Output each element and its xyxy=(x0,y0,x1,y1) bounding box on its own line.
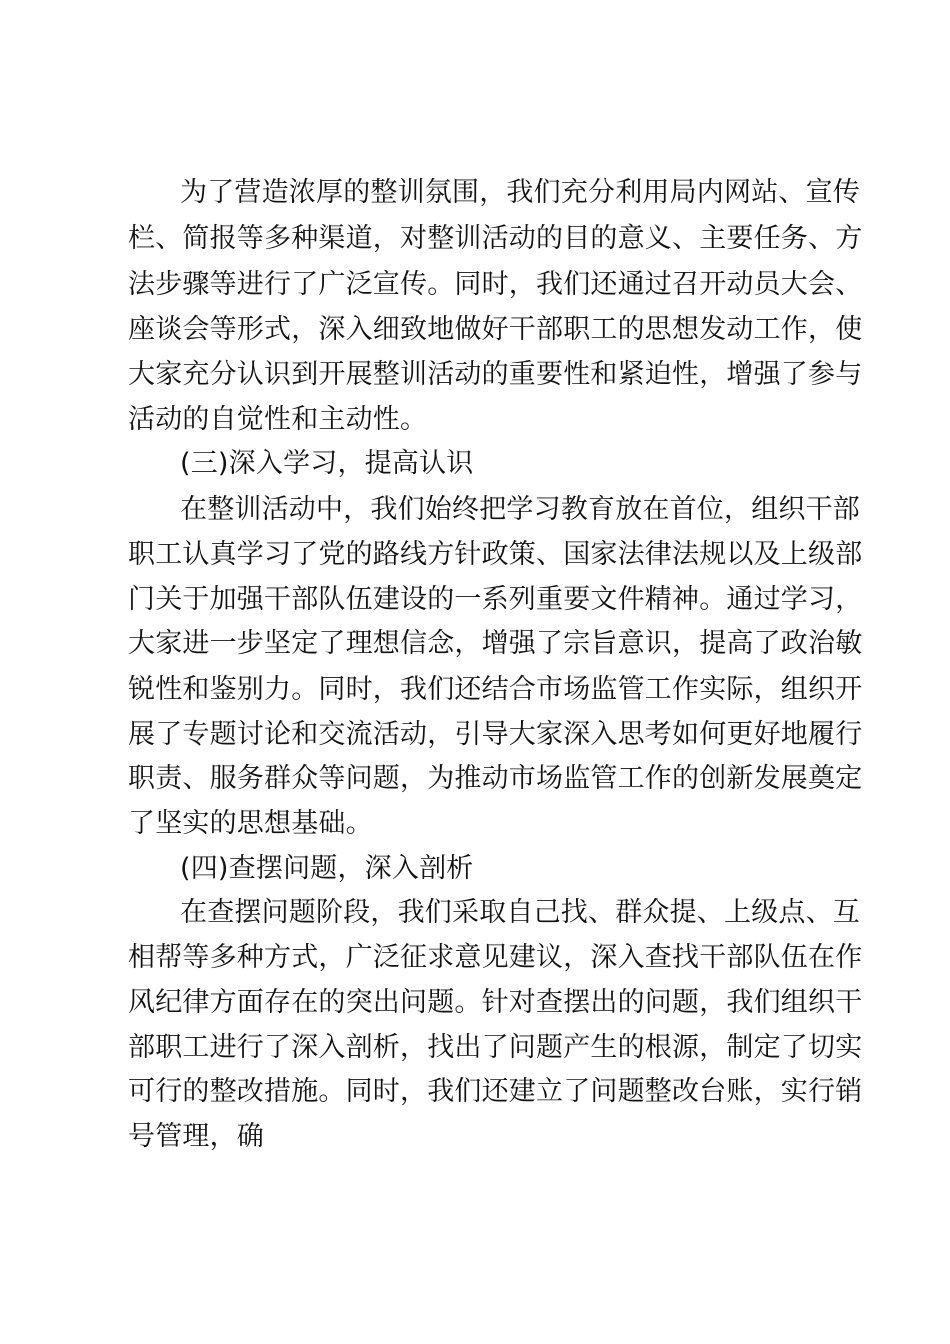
section-heading-4: (四)查摆问题，深入剖析 xyxy=(180,853,474,884)
paragraph-2-line-4: 大家进一步坚定了理想信念，增强了宗旨意识，提高了政治敏 xyxy=(128,628,863,659)
paragraph-2-line-8: 了坚实的思想基础。 xyxy=(128,808,373,839)
paragraph-3-line-5: 可行的整改措施。同时，我们还建立了问题整改台账，实行销 xyxy=(128,1076,863,1107)
paragraph-2-line-2: 职工认真学习了党的路线方针政策、国家法律法规以及上级部 xyxy=(128,539,863,570)
paragraph-2-line-5: 锐性和鉴别力。同时，我们还结合市场监管工作实际，组织开 xyxy=(128,674,863,705)
paragraph-3-line-1: 在查摆问题阶段，我们采取自己找、群众提、上级点、互 xyxy=(180,897,860,928)
paragraph-2-line-6: 展了专题讨论和交流活动，引导大家深入思考如何更好地履行 xyxy=(128,719,863,750)
paragraph-3-line-2: 相帮等多种方式，广泛征求意见建议，深入查找干部队伍在作 xyxy=(128,942,863,973)
paragraph-1-line-2: 栏、简报等多种渠道，对整训活动的目的意义、主要任务、方 xyxy=(128,223,863,254)
paragraph-1-line-3: 法步骤等进行了广泛宣传。同时，我们还通过召开动员大会、 xyxy=(128,269,863,300)
paragraph-3-line-6: 号管理，确 xyxy=(128,1121,264,1152)
paragraph-3-line-4: 部职工进行了深入剖析，找出了问题产生的根源，制定了切实 xyxy=(128,1032,863,1063)
paragraph-1-line-6: 活动的自觉性和主动性。 xyxy=(128,404,428,435)
paragraph-2-line-3: 门关于加强干部队伍建设的一系列重要文件精神。通过学习， xyxy=(128,584,863,615)
paragraph-1-line-5: 大家充分认识到开展整训活动的重要性和紧迫性，增强了参与 xyxy=(128,359,863,390)
section-heading-3: (三)深入学习，提高认识 xyxy=(180,448,474,479)
paragraph-1-line-4: 座谈会等形式，深入细致地做好干部职工的思想发动工作，使 xyxy=(128,314,863,345)
paragraph-1-line-1: 为了营造浓厚的整训氛围，我们充分利用局内网站、宣传 xyxy=(180,177,860,208)
paragraph-3-line-3: 风纪律方面存在的突出问题。针对查摆出的问题，我们组织干 xyxy=(128,987,863,1018)
paragraph-2-line-1: 在整训活动中，我们始终把学习教育放在首位，组织干部 xyxy=(180,494,860,525)
paragraph-2-line-7: 职责、服务群众等问题，为推动市场监管工作的创新发展奠定 xyxy=(128,763,863,794)
